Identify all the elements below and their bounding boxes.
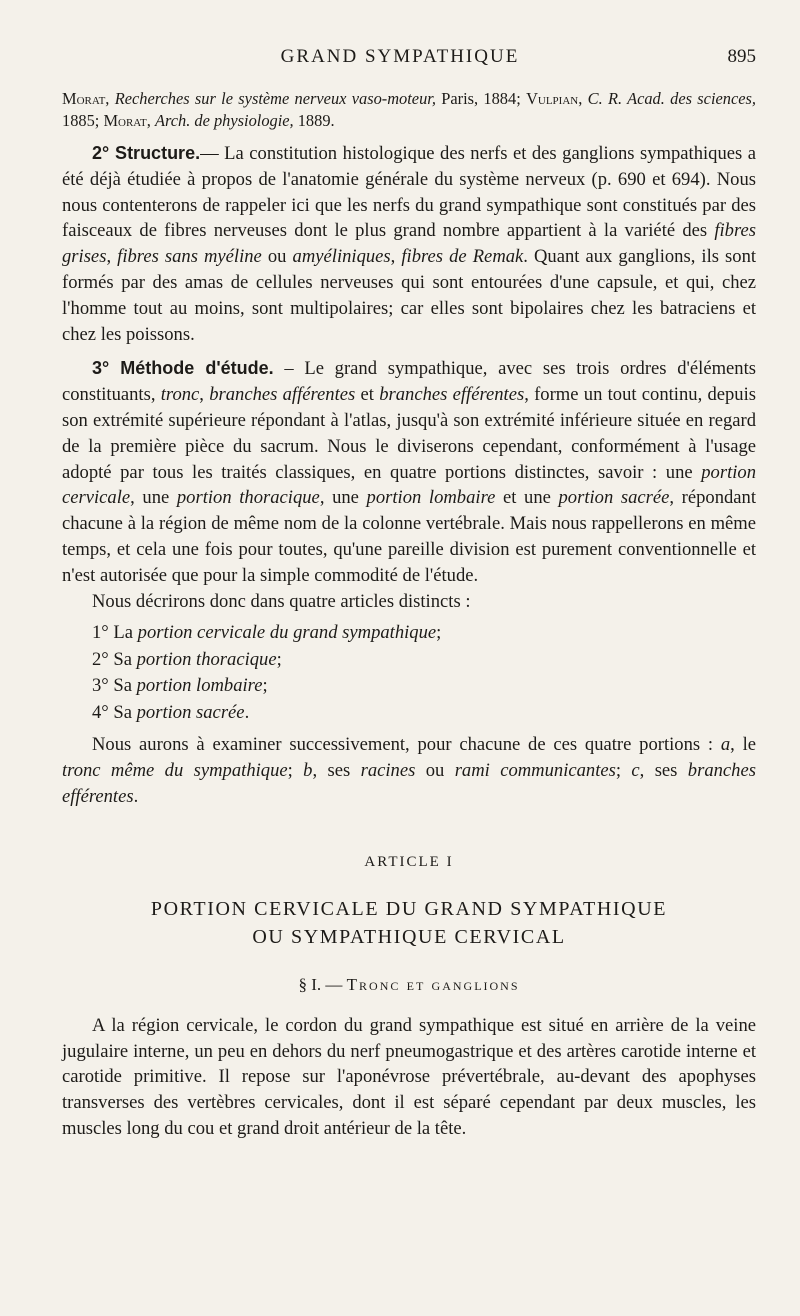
- text-run: ,: [106, 246, 118, 268]
- list-number: 1°: [92, 622, 109, 644]
- ref-author: Vulpian,: [526, 89, 583, 108]
- italic-term: amyéliniques: [292, 246, 391, 268]
- ref-publication: 1885;: [62, 111, 104, 130]
- text-run: Sa: [108, 648, 137, 670]
- italic-term: branches afférentes: [209, 384, 356, 406]
- text-run: Nous aurons à examiner successivement, pour chacune de ces quatre portions :: [92, 734, 721, 756]
- text-run: ;: [615, 760, 632, 782]
- section-title: [62, 975, 756, 995]
- list-item: [62, 700, 756, 727]
- text-run: , forme un tout continu, depuis son extrémité supérieure répondant à l'atlas, jusqu'à son extrémité inférieure située en regard de la première pièce du sacrum. Nous le diviserons cependant, conformément à l'usage adopté par tous les traités classiques, en quatre portions distinctes, savoir : une: [62, 384, 757, 483]
- text-run: ;: [287, 760, 304, 782]
- italic-term: rami communicantes: [454, 760, 616, 782]
- structure-heading: 2° Structure.: [92, 143, 201, 163]
- italic-term: racines: [360, 760, 416, 782]
- ref-title: Arch. de physiologie,: [154, 111, 294, 130]
- italic-term: portion sacrée: [136, 701, 245, 723]
- text-run: , répondant chacune à la région de même nom de la colonne vertébrale. Mais nous rappellerons en même temps, et cela une fois pour toutes, qu'une pareille division est purement conventionnelle et n'est autorisée que pour la simple commodité de l'étude.: [62, 487, 757, 586]
- text-run: , le: [730, 734, 757, 756]
- text-run: . Quant aux ganglions, ils sont formés par des amas de cellules nerveuses qui sont entourées d'une capsule, et qui, chez l'homme tout au moins, sont multipolaires; car elles sont bipolaires chez les batraciens et chez les poissons.: [62, 246, 757, 345]
- articles-intro: Nous décrirons donc dans quatre articles distincts :: [92, 590, 471, 612]
- text-run: La: [108, 622, 138, 644]
- italic-term: portion cervicale du grand sympathique: [137, 622, 437, 644]
- text-run: – Le grand sympathique, avec ses trois ordres d'éléments constituants,: [62, 358, 756, 406]
- italic-term: tronc: [160, 384, 200, 406]
- italic-term: portion sacrée: [558, 487, 670, 509]
- articles-list: [62, 620, 756, 726]
- italic-term: branches efférentes: [62, 760, 756, 807]
- bibliography-references: [62, 88, 756, 132]
- page-number: 895: [727, 46, 756, 67]
- ref-publication: 1889.: [293, 111, 335, 130]
- section-name: Tronc et ganglions: [346, 974, 520, 994]
- text-run: ou: [415, 760, 455, 782]
- italic-term: portion lombaire: [366, 487, 496, 509]
- list-number: 4°: [92, 701, 109, 723]
- section-mark: § I. —: [298, 974, 347, 994]
- italic-term: tronc même du sympathique: [62, 760, 288, 782]
- text-run: , une: [319, 487, 367, 509]
- text-run: ,: [199, 384, 210, 406]
- text-run: .: [133, 785, 139, 807]
- article-title-line: PORTION CERVICALE DU GRAND SYMPATHIQUE: [150, 897, 668, 920]
- methode-paragraph: [62, 356, 756, 588]
- final-paragraph: A la région cervicale, le cordon du grand sympathique est situé en arrière de la veine jugulaire interne, un peu en dehors du nerf pneumogastrique et des artères carotide interne et carotide primitive. Il repose sur l'aponévrose prévertébrale, au-devant des apophyses transverses des vertèbres cervicales, dont il est séparé cependant par deux muscles, les muscles long du cou et grand droit antérieur de la tête.: [62, 1014, 756, 1139]
- text-run: ou: [261, 246, 293, 268]
- italic-term: portion lombaire: [136, 675, 263, 697]
- italic-letter: b: [303, 760, 313, 782]
- list-item: [62, 620, 756, 647]
- examine-paragraph: [62, 732, 756, 809]
- text-run: Sa: [108, 701, 137, 723]
- italic-term: fibres grises: [62, 220, 756, 268]
- list-item: [62, 647, 756, 674]
- text-run: , ses: [639, 760, 688, 782]
- italic-letter: c: [631, 760, 640, 782]
- italic-term: branches efférentes: [379, 384, 525, 406]
- text-run: , une: [130, 487, 177, 509]
- ref-publication: Paris, 1884;: [435, 89, 527, 108]
- page-header: [0, 44, 800, 74]
- structure-paragraph: [62, 141, 756, 347]
- text-run: — La constitution histologique des nerfs et des ganglions sympathiques a été déjà étudiée à propos de l'anatomie générale du système nerveux (p. 690 et 694). Nous nous contenterons de rappeler ici que les nerfs du grand sympathique sont constitués par des faisceaux de fibres nerveuses dont le plus grand nombre appartient à la variété des: [62, 143, 756, 242]
- methode-heading: 3° Méthode d'étude.: [92, 358, 274, 379]
- italic-letter: a: [720, 734, 731, 756]
- italic-term: portion cervicale: [62, 461, 756, 509]
- text-run: Sa: [108, 675, 137, 697]
- italic-term: fibres sans myéline: [117, 246, 262, 268]
- list-item: [62, 673, 756, 700]
- list-number: 2°: [92, 648, 109, 670]
- ref-title: Recherches sur le système nerveux vaso-moteur,: [114, 89, 436, 108]
- text-run: et: [355, 384, 380, 406]
- ref-title: C. R. Acad. des sciences,: [587, 89, 756, 108]
- text-run: , ses: [312, 760, 361, 782]
- italic-term: portion thoracique: [176, 487, 320, 509]
- article-title: [62, 895, 756, 951]
- running-title: GRAND SYMPATHIQUE: [280, 46, 520, 67]
- page-body: [62, 88, 756, 1142]
- ref-author: Morat,: [62, 89, 110, 108]
- text-run: ,: [390, 246, 402, 268]
- italic-term: fibres de Remak: [401, 246, 524, 268]
- text-run: et une: [495, 487, 559, 509]
- text-run: .: [244, 701, 250, 723]
- list-number: 3°: [92, 675, 109, 697]
- text-run: ;: [276, 648, 282, 670]
- article-title-line: OU SYMPATHIQUE CERVICAL: [252, 925, 566, 948]
- italic-term: portion thoracique: [136, 648, 277, 670]
- text-run: ;: [436, 622, 442, 644]
- article-label: ARTICLE I: [364, 853, 454, 870]
- ref-author: Morat,: [103, 111, 151, 130]
- text-run: ;: [262, 675, 268, 697]
